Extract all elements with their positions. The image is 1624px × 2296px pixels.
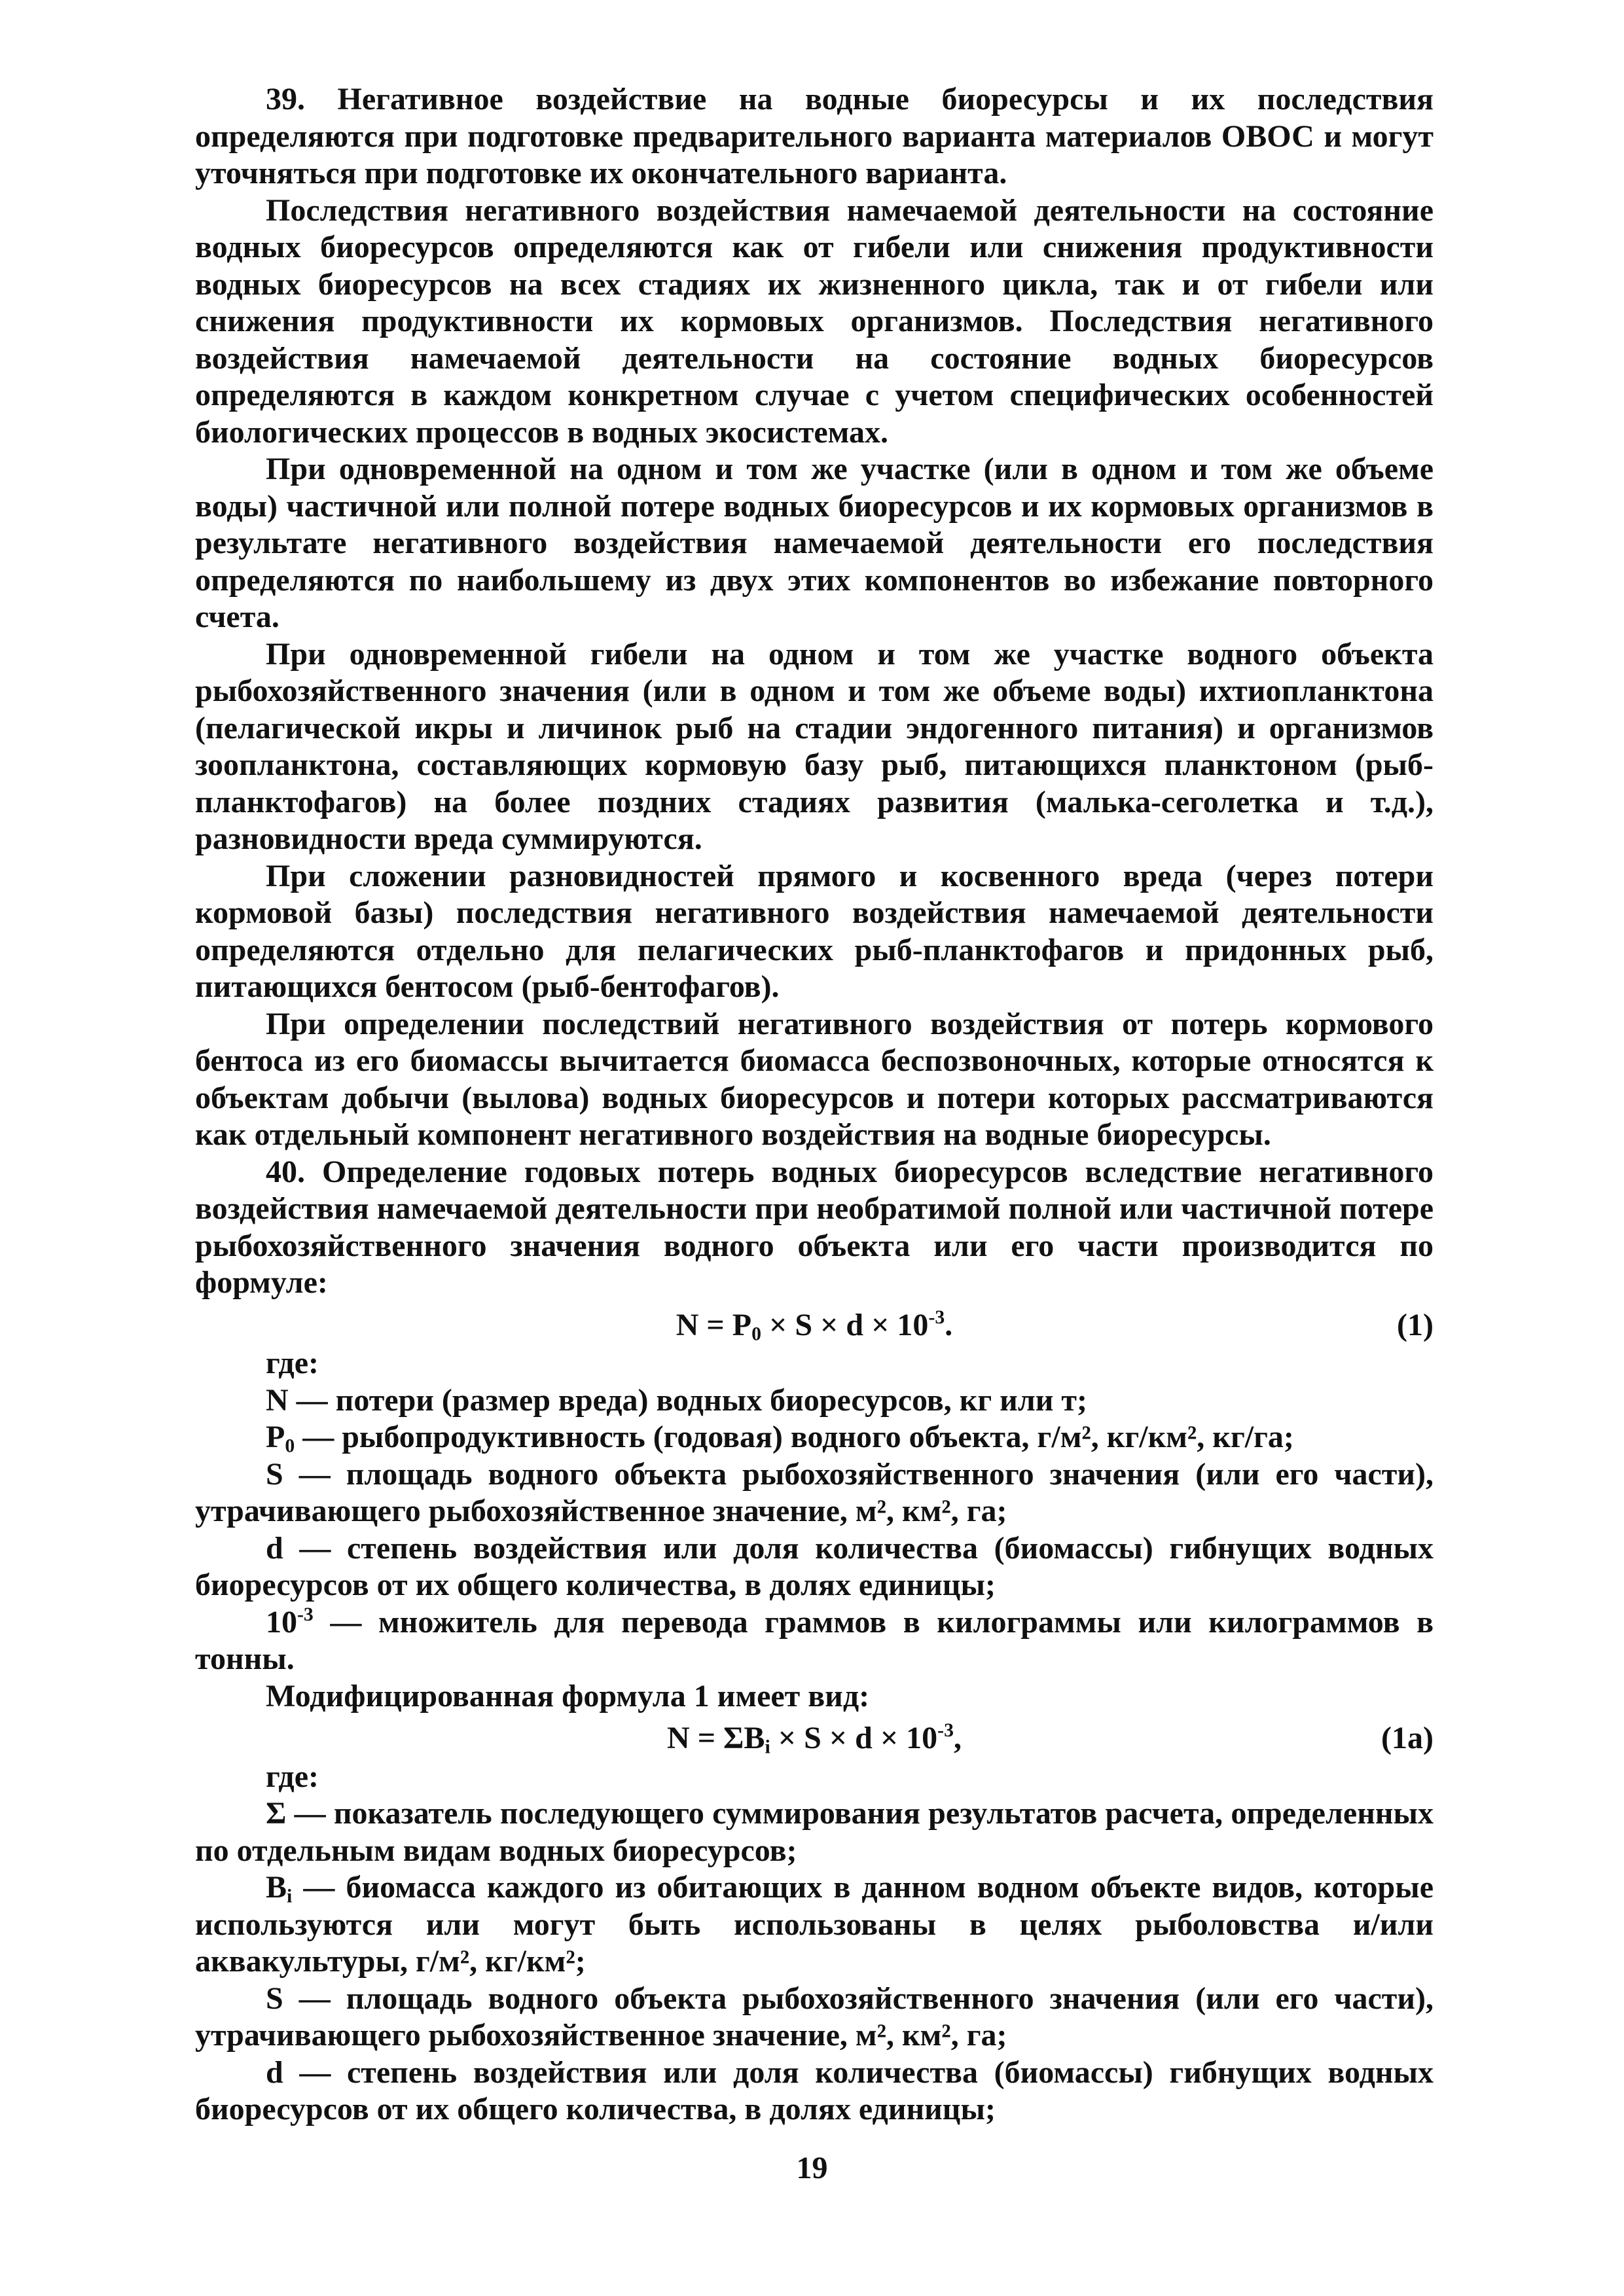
formula-1-expression: $N = P_0 \times S \times d \times 10^{-3}$. [676,1306,953,1344]
formula-1a-end: , [953,1721,962,1755]
paragraph-benthos: При определении последствий негативного воздействия от потерь кормового бентоса из его биомассы вычитается биомасса беспозвоночных, которые относятся к объектам добычи (вылова) водных биоресурсов и потери которых рассматриваются как отдельный компонент негативного воздействия на водные биоресурсы. [195,1006,1434,1152]
definition-multiplier-text: — множитель для перевода граммов в килограммы или килограммов в тонны. [195,1604,1434,1676]
paragraph-39: 39. Негативное воздействие на водные биоресурсы и их последствия определяются при подготовке предварительного варианта материалов ОВОС и могут уточняться при подготовке их окончательного варианта. [195,82,1434,190]
definition-multiplier-base: 10 [266,1604,297,1640]
page-body [195,81,1434,2128]
paragraph-40: 40. Определение годовых потерь водных биоресурсов вследствие негативного воздействия намечаемой деятельности при необратимой полной или частичной потере рыбохозяйственного значения водного объекта или его части производится по формуле: [195,1154,1434,1300]
formula-1-number: (1) [1397,1307,1434,1342]
formula-1a-number: (1а) [1381,1721,1434,1755]
formula-1a-rest: × S × d × 10 [770,1721,938,1755]
formula-1 [195,1302,1434,1346]
definition-n: N — потери (размер вреда) водных биоресурсов, кг или т; [266,1382,1087,1418]
formula-1-rest: × S × d × 10 [761,1307,929,1342]
formula-1-lhs: N [676,1307,699,1342]
formula-1a-lhs: N = ΣB [667,1721,765,1755]
formula-1a-expression [667,1720,962,1757]
where-label-1: где: [266,1346,319,1380]
definition-d: d — степень воздействия или доля количества (биомассы) гибнущих водных биоресурсов от их общего количества, в долях единицы; [195,1530,1434,1602]
definition-p0-symbol: P [266,1420,285,1454]
definition-s: S — площадь водного объекта рыбохозяйственного значения (или его части), утрачивающего рыбохозяйственное значение, м², км², га; [195,1456,1434,1528]
formula-1a-exponent: -3 [937,1719,954,1742]
definition-d-2: d — степень воздействия или доля количества (биомассы) гибнущих водных биоресурсов от их общего количества, в долях единицы; [195,2054,1434,2126]
formula-1a [195,1715,1434,1759]
definition-p0 [195,1419,1434,1456]
paragraph-simultaneous-death: При одновременной гибели на одном и том же участке водного объекта рыбохозяйственного значения (или в одном и том же объеме воды) ихтиопланктона (пелагической икры и личинок рыб на стадии эндогенного питания) и организмов зоопланктона, составляющих кормовую базу рыб, питающихся планктоном (рыб-планктофагов) на более поздних стадиях развития (малька-сеголетка и т.д.), разновидности вреда суммируются. [195,636,1434,856]
formula-1-p-subscript: 0 [751,1322,761,1344]
modified-formula-intro: Модифицированная формула 1 имеет вид: [266,1678,870,1713]
paragraph-harm-addition: При сложении разновидностей прямого и косвенного вреда (через потери кормовой базы) последствия негативного воздействия намечаемой деятельности определяются отдельно для пелагических рыб-планктофагов и придонных рыб, питающихся бентосом (рыб-бентофагов). [195,858,1434,1004]
definition-sigma: Σ — показатель последующего суммирования результатов расчета, определенных по отдельным видам водных биоресурсов; [195,1796,1434,1868]
formula-1-p: P [732,1307,752,1342]
definition-bi-subscript: i [287,1885,293,1907]
definition-p0-text: — рыбопродуктивность (годовая) водного объекта, г/м², кг/км², кг/га; [295,1420,1294,1454]
definition-multiplier-exponent: -3 [297,1603,314,1625]
definition-multiplier [195,1604,1434,1678]
formula-1a-subscript: i [765,1736,770,1758]
page-number: 19 [796,2151,828,2185]
definition-s-2: S — площадь водного объекта рыбохозяйственного значения (или его части), утрачивающего рыбохозяйственное значение, м², км², га; [195,1981,1434,2053]
where-label-2: где: [266,1759,319,1794]
formula-1-end: . [945,1307,953,1342]
definition-bi [195,1869,1434,1981]
paragraph-simultaneous-loss: При одновременной на одном и том же участке (или в одном и том же объеме воды) частичной или полной потере водных биоресурсов и их кормовых организмов в результате негативного воздействия намечаемой деятельности его последствия определяются по наибольшему из двух этих компонентов во избежание повторного счета. [195,452,1434,634]
paragraph-consequences: Последствия негативного воздействия намечаемой деятельности на состояние водных биоресурсов определяются как от гибели или снижения продуктивности водных биоресурсов на всех стадиях их жизненного цикла, так и от гибели или снижения продуктивности их кормовых организмов. Последствия негативного воздействия намечаемой деятельности на состояние водных биоресурсов определяются в каждом конкретном случае с учетом специфических особенностей биологических процессов в водных экосистемах. [195,192,1434,450]
definition-p0-subscript: 0 [285,1435,295,1457]
definition-bi-symbol: B [266,1870,287,1905]
formula-1-exponent: -3 [928,1306,945,1328]
definition-bi-text: — биомасса каждого из обитающих в данном водном объекте видов, которые используются или могут быть использованы в целях рыболовства и/или аквакультуры, г/м², кг/км²; [195,1870,1434,1979]
